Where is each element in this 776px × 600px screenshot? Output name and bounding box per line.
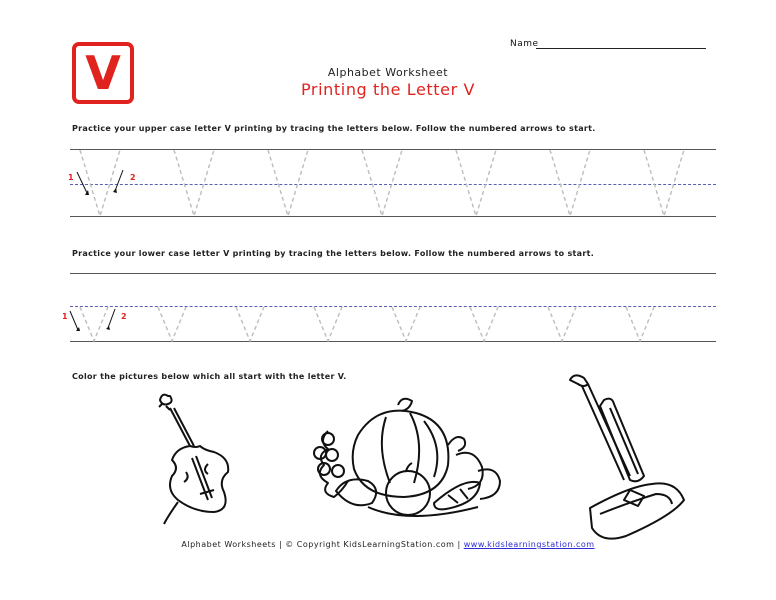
color-instruction: Color the pictures below which all start with the letter V. bbox=[72, 372, 347, 381]
lower-arrow-2-icon bbox=[108, 309, 115, 328]
violin-icon[interactable] bbox=[150, 390, 250, 530]
lower-trace-letter[interactable] bbox=[470, 307, 498, 341]
upper-arrow-label-1: 1 bbox=[68, 173, 74, 182]
lower-trace-letter[interactable] bbox=[80, 307, 108, 341]
lower-trace-letter[interactable] bbox=[158, 307, 186, 341]
lower-trace-letter[interactable] bbox=[548, 307, 576, 341]
footer-copyright: Alphabet Worksheets | © Copyright KidsLearningStation.com | bbox=[181, 540, 464, 549]
footer bbox=[0, 540, 776, 549]
vegetables-icon[interactable] bbox=[298, 395, 510, 525]
worksheet-kind: Alphabet Worksheet bbox=[327, 66, 449, 79]
lower-arrow-label-2: 2 bbox=[121, 312, 127, 321]
lower-case-instruction: Practice your lower case letter V printing by tracing the letters below. Follow the numbered arrows to start. bbox=[72, 249, 595, 258]
lower-trace-letter[interactable] bbox=[626, 307, 654, 341]
footer-website-link[interactable]: www.kidslearningstation.com bbox=[463, 540, 595, 549]
lower-arrow-1-icon bbox=[70, 311, 78, 330]
logo-letter: V bbox=[85, 46, 121, 100]
lower-trace-letters[interactable] bbox=[80, 307, 654, 341]
lower-trace-letter[interactable] bbox=[236, 307, 264, 341]
name-label: Name bbox=[510, 39, 539, 49]
vacuum-icon[interactable] bbox=[560, 372, 690, 547]
lower-trace-letter[interactable] bbox=[392, 307, 420, 341]
upper-case-instruction: Practice your upper case letter V printing by tracing the letters below. Follow the numbered arrows to start. bbox=[72, 124, 596, 133]
page-title: Printing the Letter V bbox=[300, 80, 476, 99]
lower-trace-letter[interactable] bbox=[314, 307, 342, 341]
lower-arrow-label-1: 1 bbox=[62, 312, 68, 321]
upper-arrow-label-2: 2 bbox=[130, 173, 136, 182]
